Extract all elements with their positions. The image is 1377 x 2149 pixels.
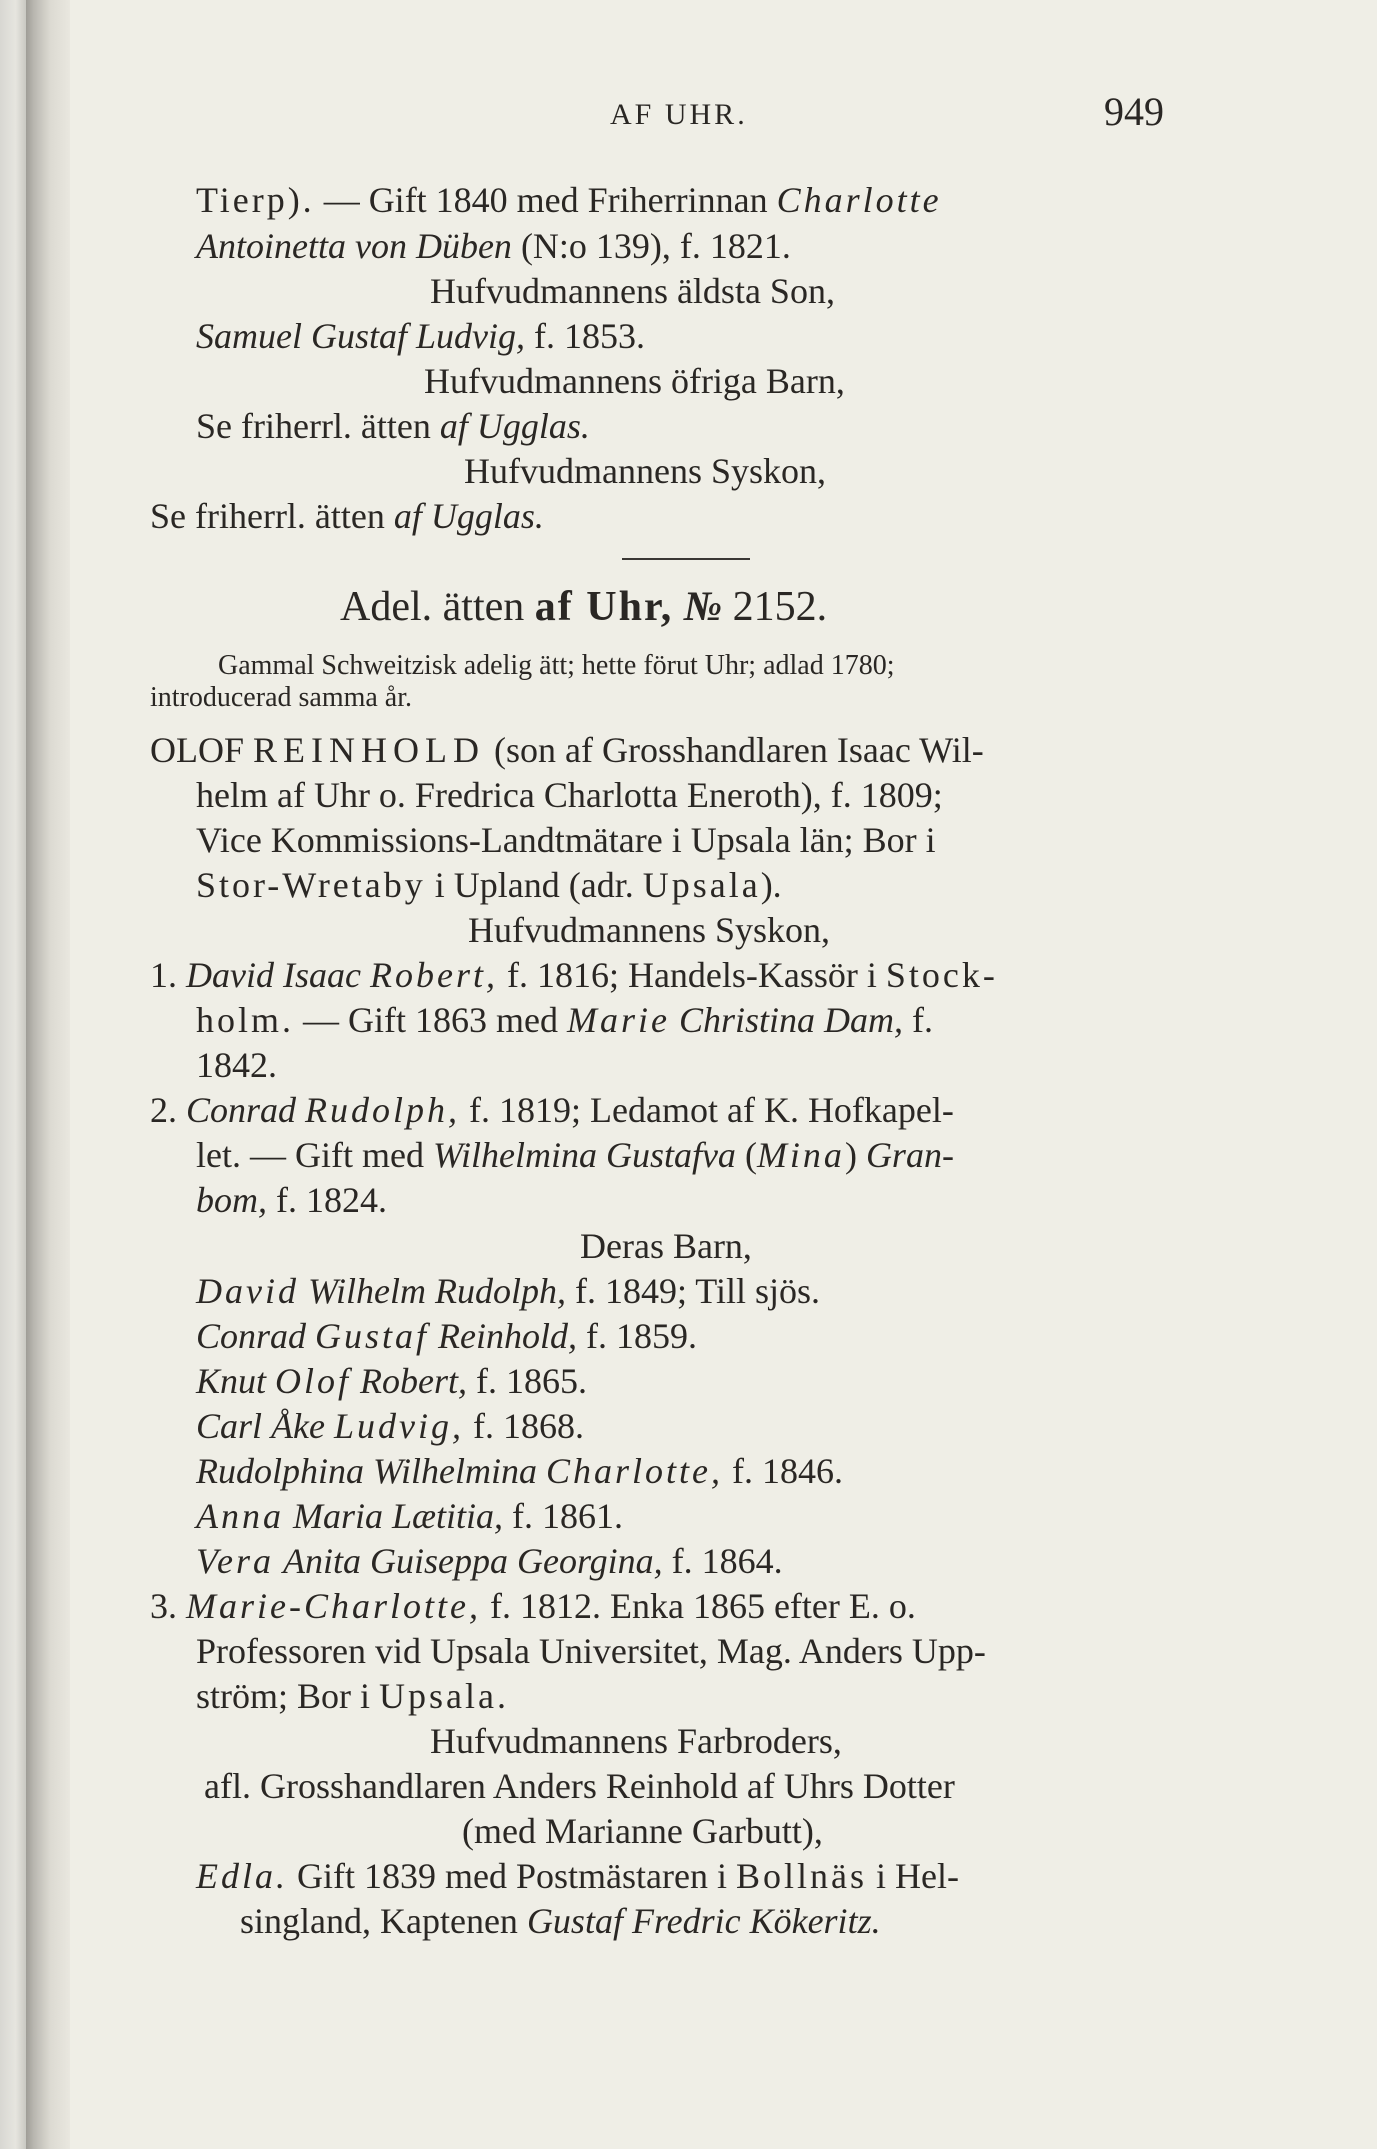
text-line: singland, Kaptenen Gustaf Fredric Kökeritz.	[240, 1901, 881, 1941]
subheading: Hufvudmannens Syskon,	[468, 910, 830, 950]
section-intro: Gammal Schweitzisk adelig ätt; hette förut Uhr; adlad 1780;	[218, 650, 895, 681]
text-line: 1842.	[196, 1045, 277, 1085]
subheading: Hufvudmannens Farbroders,	[430, 1721, 842, 1761]
subheading: Deras Barn,	[580, 1226, 752, 1266]
list-item: Edla. Gift 1839 med Postmästaren i Bollnäs i Hel-	[196, 1856, 959, 1896]
text-line: afl. Grosshandlaren Anders Reinhold af Uhrs Dotter	[204, 1766, 955, 1806]
section-title: Adel. ätten af Uhr, № 2152.	[340, 584, 828, 630]
subheading: Hufvudmannens öfriga Barn,	[424, 361, 845, 401]
text-line: bom, f. 1824.	[196, 1180, 387, 1220]
text-line: ström; Bor i Upsala.	[196, 1676, 509, 1716]
page-number: 949	[1104, 89, 1164, 134]
page-edge-shadow	[26, 0, 70, 2149]
list-item: Vera Anita Guiseppa Georgina, f. 1864.	[196, 1541, 783, 1581]
text-line: Se friherrl. ätten af Ugglas.	[150, 496, 544, 536]
text-line: Se friherrl. ätten af Ugglas.	[196, 406, 590, 446]
list-item: David Wilhelm Rudolph, f. 1849; Till sjös.	[196, 1271, 821, 1311]
section-intro: introducerad samma år.	[150, 682, 413, 713]
text-line: Antoinetta von Düben (N:o 139), f. 1821.	[196, 226, 791, 266]
list-item: Rudolphina Wilhelmina Charlotte, f. 1846.	[196, 1451, 843, 1491]
list-item: Carl Åke Ludvig, f. 1868.	[196, 1406, 584, 1446]
list-item: 3. Marie-Charlotte, f. 1812. Enka 1865 efter E. o.	[150, 1586, 916, 1626]
section-divider	[622, 558, 750, 560]
list-item: Knut Olof Robert, f. 1865.	[196, 1361, 588, 1401]
text-line: Samuel Gustaf Ludvig, f. 1853.	[196, 316, 645, 356]
text-line: Professoren vid Upsala Universitet, Mag. Anders Upp-	[196, 1631, 986, 1671]
list-item: 2. Conrad Rudolph, f. 1819; Ledamot af K. Hofkapel-	[150, 1090, 954, 1130]
text-line: Tierp). — Gift 1840 med Friherrinnan Charlotte	[196, 180, 942, 220]
list-item: 1. David Isaac Robert, f. 1816; Handels-Kassör i Stock-	[150, 955, 998, 995]
text-line: helm af Uhr o. Fredrica Charlotta Eneroth), f. 1809;	[196, 775, 943, 815]
subheading: Hufvudmannens äldsta Son,	[430, 271, 835, 311]
subheading: Hufvudmannens Syskon,	[464, 451, 826, 491]
text-line: holm. — Gift 1863 med Marie Christina Dam, f.	[196, 1000, 934, 1040]
running-title: AF UHR.	[610, 98, 748, 131]
text-line: OLOF REINHOLD (son af Grosshandlaren Isaac Wil-	[150, 730, 984, 770]
text-line: Stor-Wretaby i Upland (adr. Upsala).	[196, 865, 782, 905]
book-gutter	[0, 0, 26, 2149]
list-item: Conrad Gustaf Reinhold, f. 1859.	[196, 1316, 698, 1356]
text-line: (med Marianne Garbutt),	[462, 1811, 823, 1851]
text-line: let. — Gift med Wilhelmina Gustafva (Mina) Gran-	[196, 1135, 954, 1175]
text-line: Vice Kommissions-Landtmätare i Upsala län; Bor i	[196, 820, 936, 860]
list-item: Anna Maria Lætitia, f. 1861.	[196, 1496, 624, 1536]
